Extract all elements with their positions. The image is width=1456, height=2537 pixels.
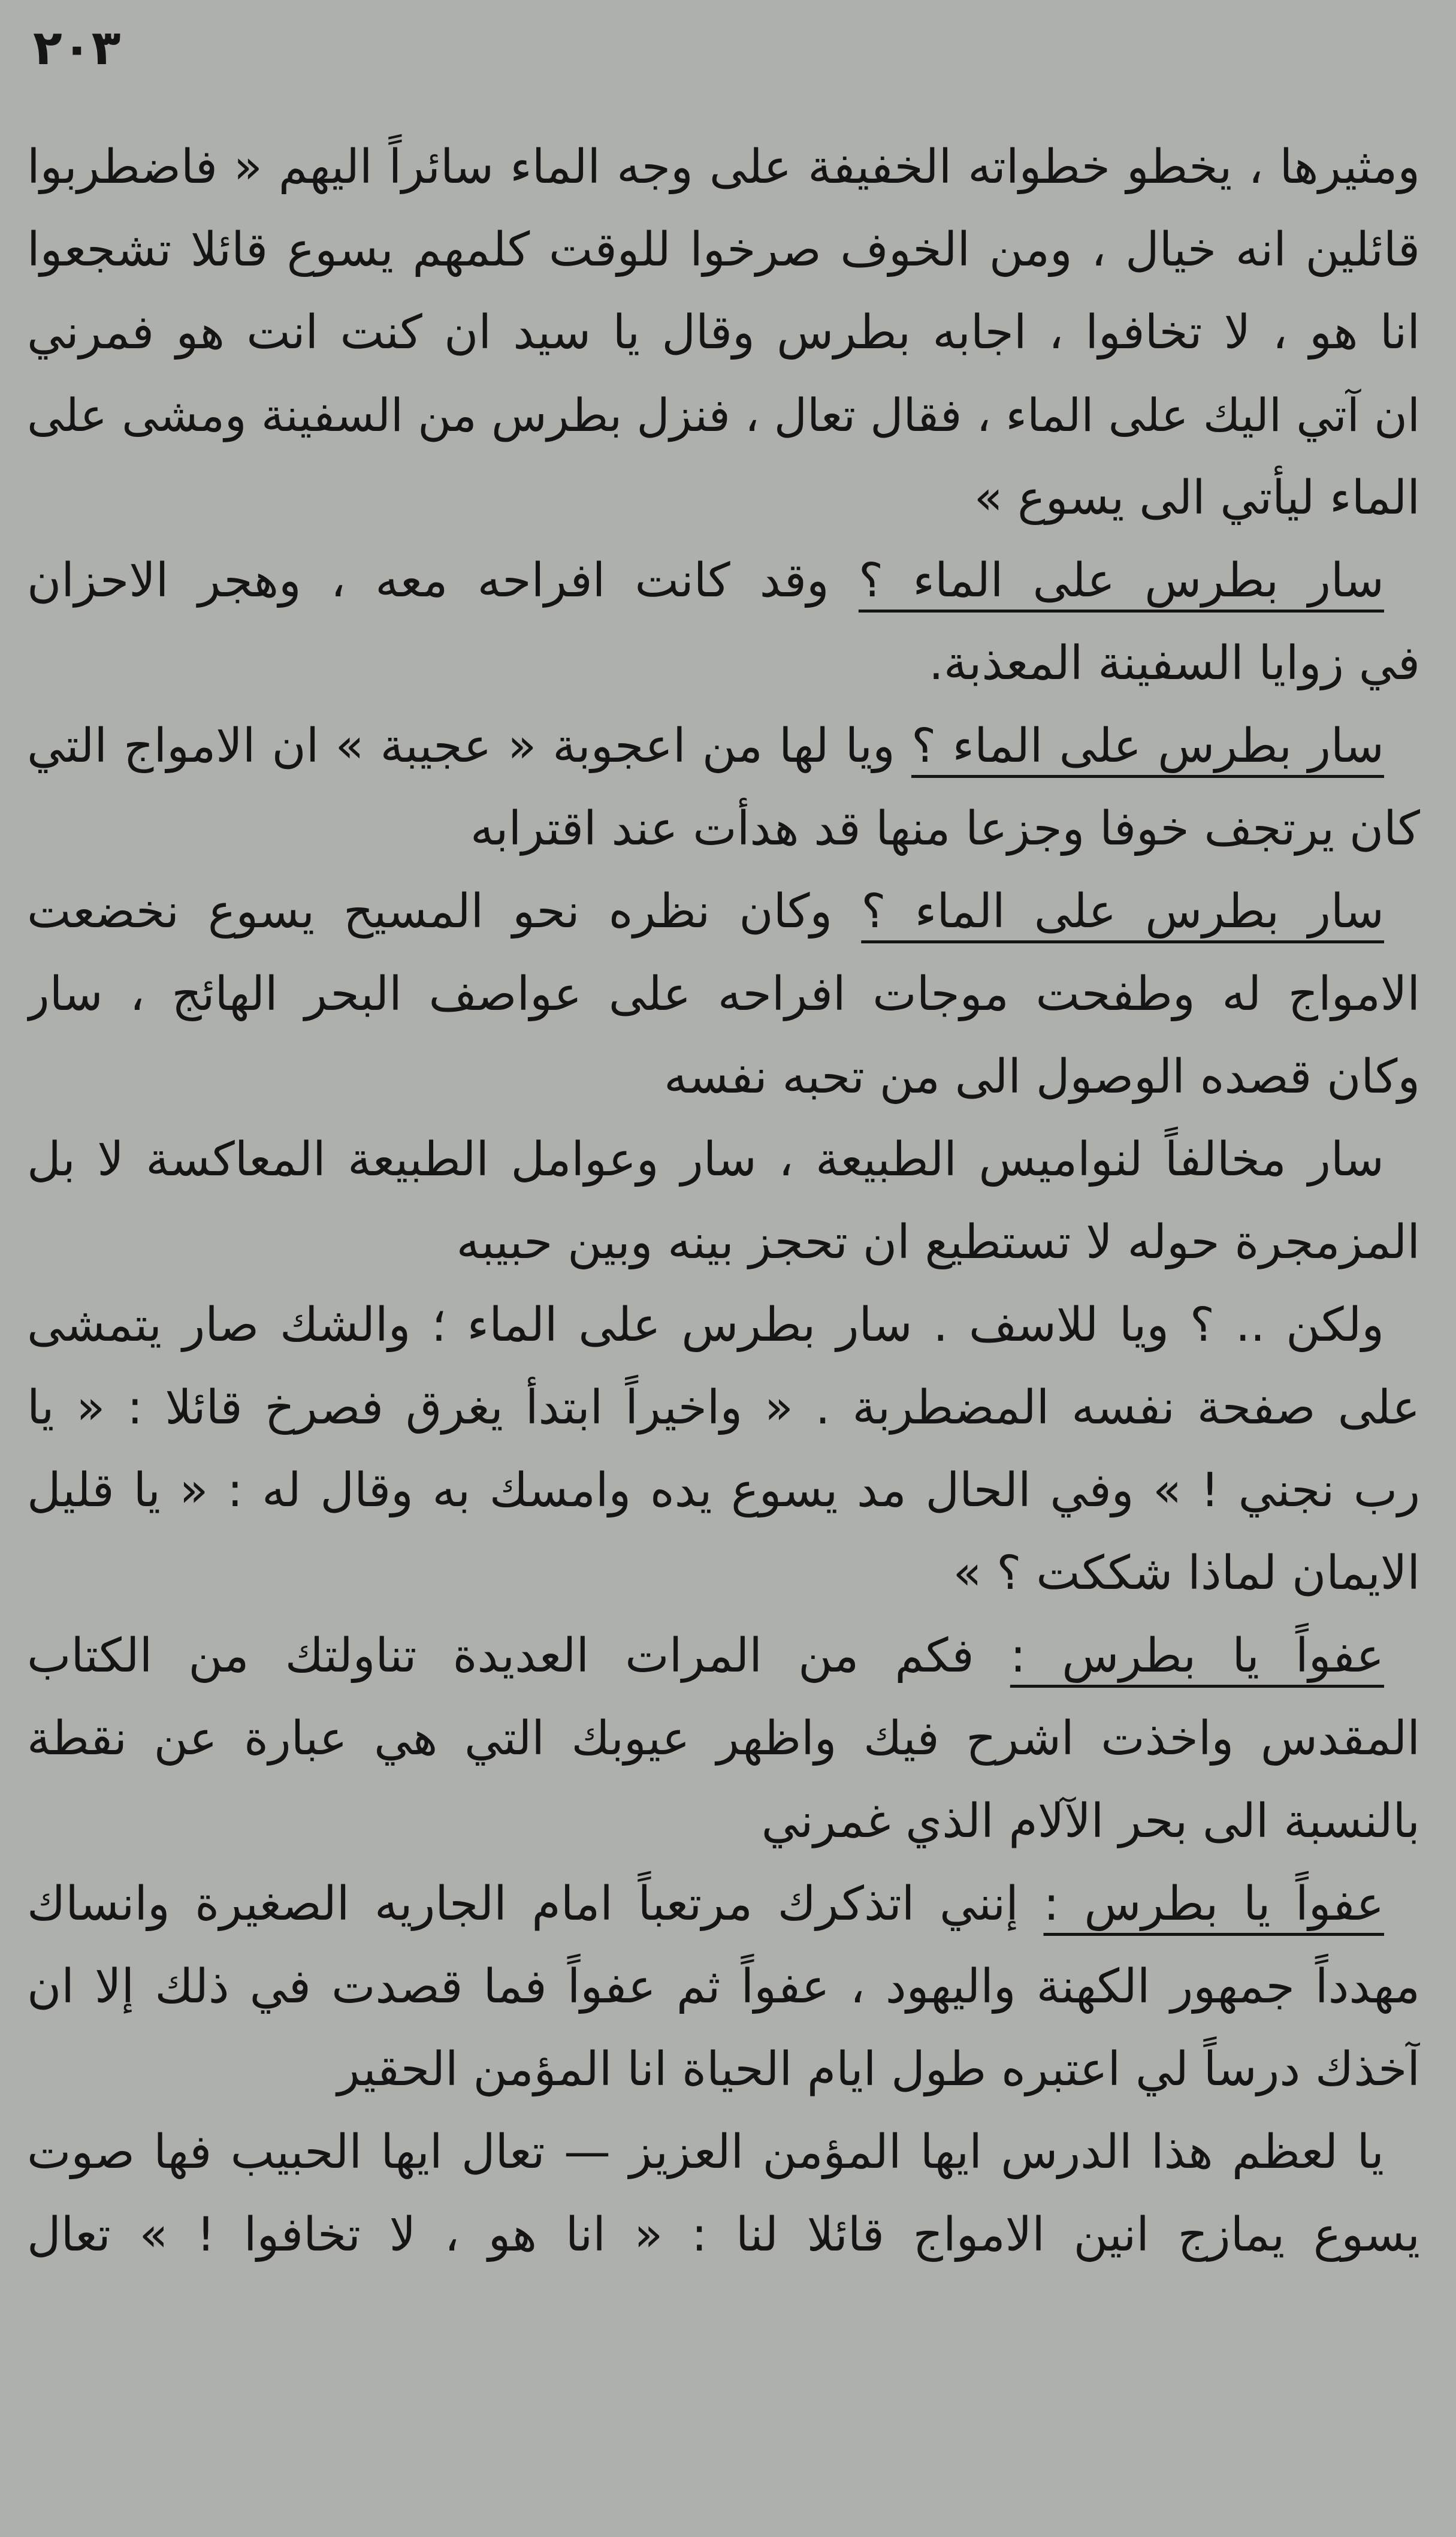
text-line: ومثيرها ، يخطو خطواته الخفيفة على وجه الماء سائراً اليهم « فاضطربوا <box>27 140 1420 194</box>
text-line: انا هو ، لا تخافوا ، اجابه بطرس وقال يا سيد ان كنت انت هو فمرني <box>27 306 1420 360</box>
text-line: المقدس واخذت اشرح فيك واظهر عيوبك التي هي عبارة عن نقطة <box>27 1712 1420 1766</box>
text-line: بالنسبة الى بحر الآلام الذي غمرني <box>761 1794 1420 1848</box>
text-line: عفواً يا بطرس : فكم من المرات العديدة تناولتك من الكتاب <box>27 1629 1384 1683</box>
text-line: الايمان لماذا شككت ؟ » <box>953 1546 1420 1600</box>
underlined-phrase: عفواً يا بطرس : <box>1010 1629 1384 1683</box>
text-line: رب نجني ! » وفي الحال مد يسوع يده وامسك به وقال له : « يا قليل <box>27 1464 1420 1518</box>
text-line: المزمجرة حوله لا تستطيع ان تحجز بينه وبين حبيبه <box>456 1215 1420 1269</box>
text-line: ان آتي اليك على الماء ، فقال تعال ، فنزل بطرس من السفينة ومشى على <box>27 388 1420 442</box>
text-line: الماء ليأتي الى يسوع » <box>974 471 1420 525</box>
text-line: آخذك درساً لي اعتبره طول ايام الحياة انا المؤمن الحقير <box>337 2043 1420 2096</box>
text-line: في زوايا السفينة المعذبة. <box>929 636 1420 690</box>
text-line: سار بطرس على الماء ؟ وقد كانت افراحه معه ، وهجر الاحزان <box>27 554 1384 608</box>
text-line: يا لعظم هذا الدرس ايها المؤمن العزيز — تعال ايها الحبيب فها صوت <box>27 2125 1384 2179</box>
text-line: الامواج له وطفحت موجات افراحه على عواصف البحر الهائج ، سار <box>27 967 1420 1021</box>
text-line: وكان قصده الوصول الى من تحبه نفسه <box>664 1050 1420 1104</box>
underlined-phrase: سار بطرس على الماء ؟ <box>861 885 1384 939</box>
text-line: عفواً يا بطرس : إنني اتذكرك مرتعباً امام الجاريه الصغيرة وانساك <box>27 1877 1384 1931</box>
text-line: ولكن .. ؟ ويا للاسف . سار بطرس على الماء ؛ والشك صار يتمشى <box>27 1298 1384 1352</box>
text-line: مهدداً جمهور الكهنة واليهود ، عفواً ثم عفواً فما قصدت في ذلك إلا ان <box>27 1960 1420 2014</box>
text-line: سار بطرس على الماء ؟ ويا لها من اعجوبة « عجيبة » ان الامواج التي <box>27 719 1384 773</box>
text-line: سار مخالفاً لنواميس الطبيعة ، سار وعوامل الطبيعة المعاكسة لا بل <box>27 1133 1384 1187</box>
page-number: ٢٠٣ <box>33 20 121 76</box>
page-text <box>27 126 1420 2276</box>
text-line: سار بطرس على الماء ؟ وكان نظره نحو المسيح يسوع نخضعت <box>27 885 1384 939</box>
underlined-phrase: سار بطرس على الماء ؟ <box>858 554 1384 608</box>
text-line: يسوع يمازج انين الامواج قائلا لنا : « انا هو ، لا تخافوا ! » تعال <box>27 2208 1420 2262</box>
text-line: قائلين انه خيال ، ومن الخوف صرخوا للوقت كلمهم يسوع قائلا تشجعوا <box>27 223 1420 277</box>
text-line: كان يرتجف خوفا وجزعا منها قد هدأت عند اقترابه <box>470 802 1420 856</box>
underlined-phrase: سار بطرس على الماء ؟ <box>911 719 1384 773</box>
text-line: على صفحة نفسه المضطربة . « واخيراً ابتدأ يغرق فصرخ قائلا : « يا <box>27 1381 1420 1435</box>
underlined-phrase: عفواً يا بطرس : <box>1043 1877 1384 1931</box>
